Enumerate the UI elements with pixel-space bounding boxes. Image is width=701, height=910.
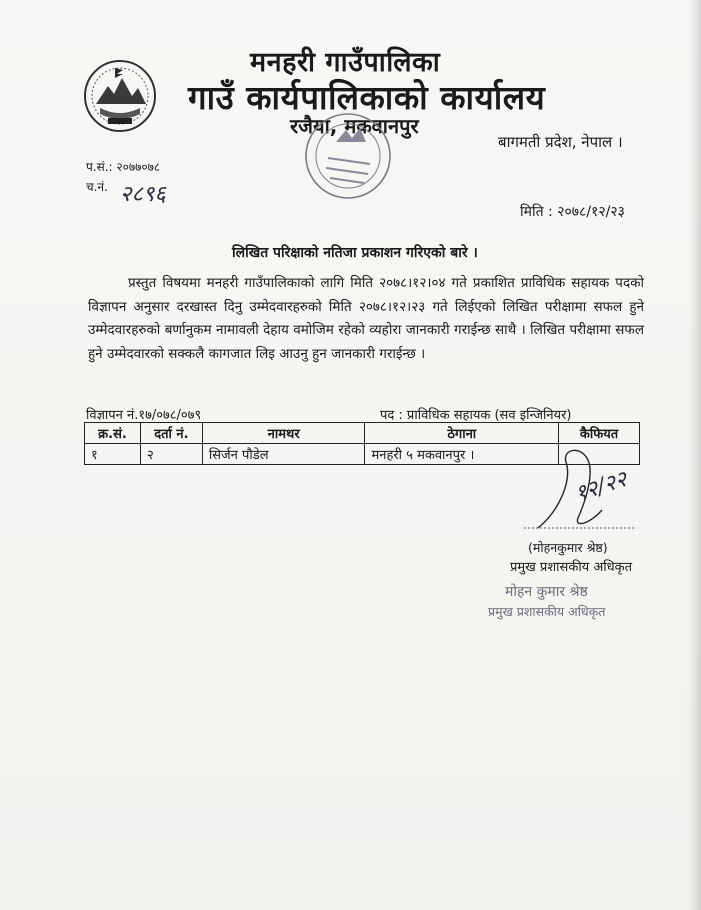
title-stamp: प्रमुख प्रशासकीय अधिकृत	[488, 604, 606, 619]
col-reg-no: दर्ता नं.	[140, 423, 202, 444]
col-serial: क्र.सं.	[85, 423, 141, 444]
body-paragraph: प्रस्तुत विषयमा मनहरी गाउँपालिकाको लागि मिति २०७८।१२।०४ गते प्रकाशित प्राविधिक सहायक पदको विज्ञापन अनुसार दरखास्त दिनु उम्मेदवारहरुको मिति २०७८।१२।२३ गते लिईएको लिखित परीक्षामा सफल हुने उम्मेदवारहरुको बर्णानुकम नामावली देहाय वमोजिम रहेको व्यहोरा जानकारी गराईन्छ साथै । लिखित परीक्षामा सफल हुने उम्मेदवारको सक्कलै कागजात लिइ आउनु हुन जानकारी गराईन्छ ।	[88, 275, 644, 362]
advertisement-number: विज्ञापन नं.१७/०७८/०७९	[86, 408, 202, 423]
signature-handwritten-date: १२/२२	[571, 466, 631, 508]
office-address: रजैया, मकवानपुर	[290, 114, 419, 138]
col-name: नामथर	[202, 423, 365, 444]
office-name: गाउँ कार्यपालिकाको कार्यालय	[188, 78, 546, 117]
letter-date: मिति : २०७८/१२/२३	[520, 204, 625, 220]
cell-name: सिर्जन पौडेल	[202, 444, 365, 465]
office-round-stamp	[300, 108, 396, 204]
fiscal-year-ref: प.सं.: २०७७०७८	[86, 160, 161, 174]
nepal-emblem-logo	[82, 58, 158, 134]
municipality-name: मनहरी गाउँपालिका	[250, 47, 441, 78]
col-remarks: कैफियत	[559, 423, 640, 444]
cell-reg-no: २	[140, 444, 202, 465]
post-title: पद : प्राविधिक सहायक (सव इन्जिनियर)	[380, 408, 572, 423]
cell-address: मनहरी ५ मकवानपुर ।	[365, 444, 559, 465]
dispatch-label: च.नं.	[86, 180, 108, 194]
scan-edge-shadow	[687, 0, 701, 910]
subject-line: लिखित परिक्षाको नतिजा प्रकाशन गरिएको बारे ।	[232, 245, 478, 261]
cell-serial: १	[85, 444, 141, 465]
signatory-name: (मोहनकुमार श्रेष्ठ)	[528, 540, 608, 555]
name-stamp: मोहन कुमार श्रेष्ठ	[505, 584, 588, 600]
signatory-title: प्रमुख प्रशासकीय अधिकृत	[510, 560, 633, 575]
province-line: बागमती प्रदेश, नेपाल ।	[498, 133, 623, 151]
col-address: ठेगाना	[365, 423, 559, 444]
dispatch-number-handwritten: २८९६	[120, 182, 166, 207]
